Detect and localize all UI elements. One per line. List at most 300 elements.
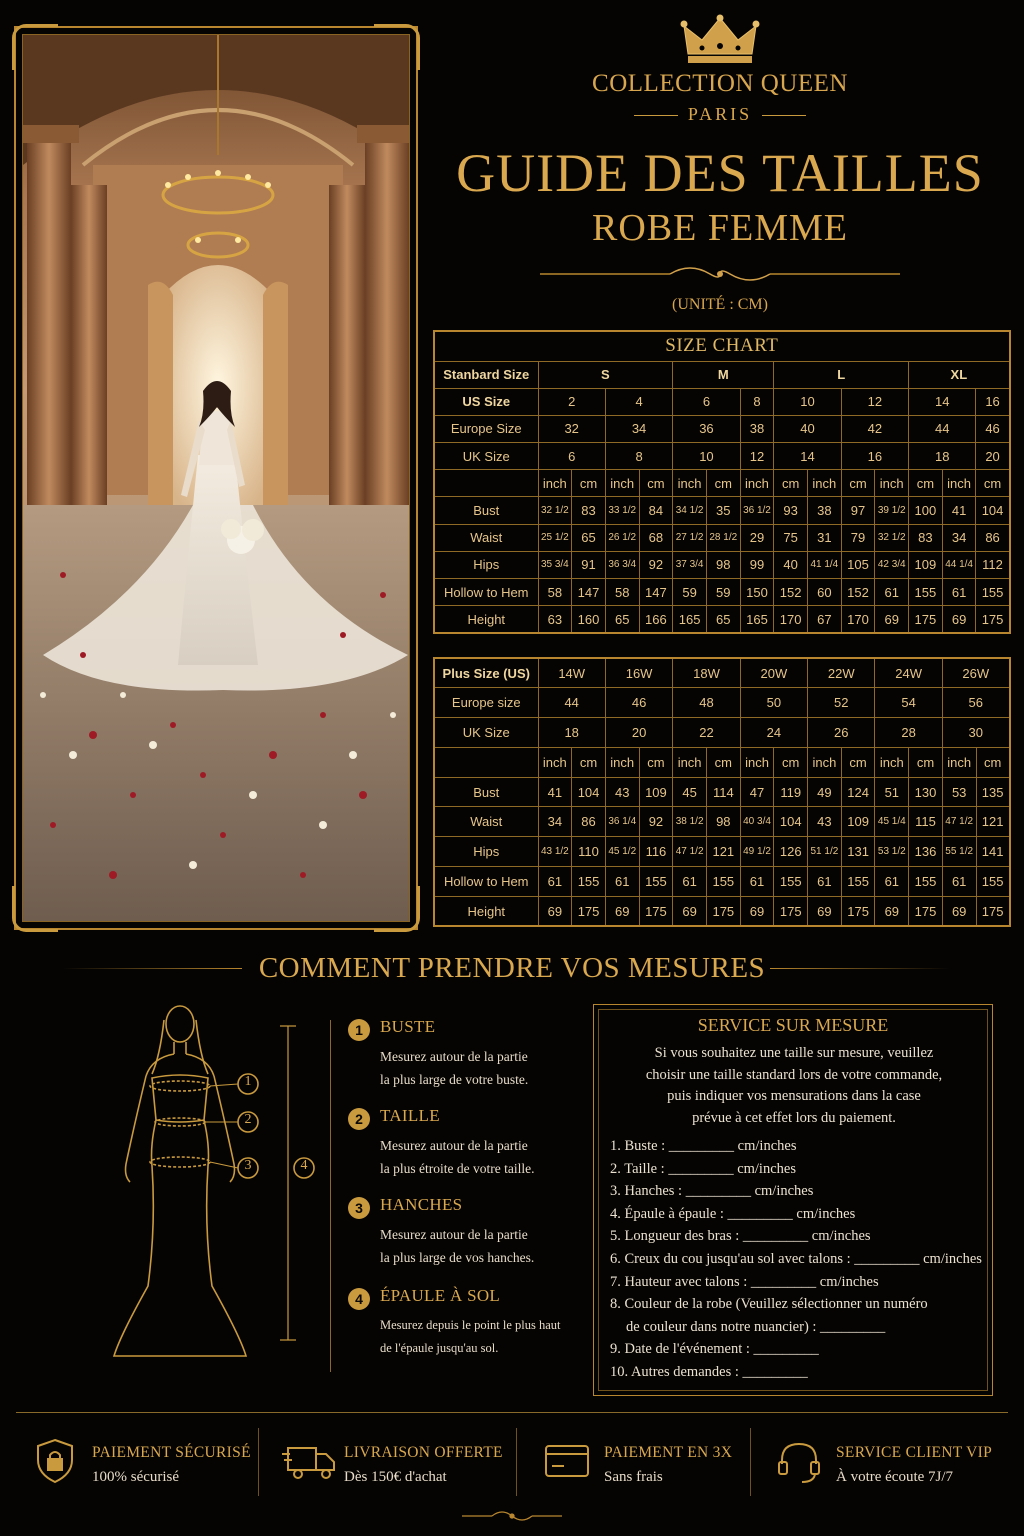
- uk-size-cell: 26: [808, 718, 875, 748]
- credit-card-icon: [542, 1436, 592, 1486]
- europe-size-cell: 36: [673, 415, 740, 442]
- step-text: [380, 1045, 590, 1091]
- table-cell: 41 1/4: [808, 551, 842, 578]
- table-cell: 175: [976, 606, 1010, 633]
- table-cell: 91: [572, 551, 606, 578]
- table-cell: 170: [774, 606, 808, 633]
- size-chart-caption: SIZE CHART: [434, 331, 1010, 361]
- table-cell: 45 1/2: [605, 837, 639, 867]
- unit-cm: cm: [774, 747, 808, 777]
- unit-cm: cm: [706, 747, 740, 777]
- service-intro-line: puis indiquer vos mensurations dans la case: [667, 1088, 921, 1104]
- table-cell: 29: [740, 524, 774, 551]
- unit-inch: inch: [673, 470, 707, 497]
- table-row: [434, 497, 1010, 524]
- table-cell: 69: [673, 896, 707, 926]
- table-cell: 69: [808, 896, 842, 926]
- empty-cell: [434, 470, 538, 497]
- table-cell: 175: [706, 896, 740, 926]
- table-cell: 35 3/4: [538, 551, 572, 578]
- table-row: [434, 551, 1010, 578]
- table-cell: 61: [942, 867, 976, 897]
- step-number: 1: [348, 1019, 370, 1041]
- step-text: [380, 1223, 590, 1269]
- table-cell: 65: [605, 606, 639, 633]
- feature-subtitle: 100% sécurisé: [92, 1469, 180, 1485]
- table-row: [434, 470, 1010, 497]
- list-item: 8. Couleur de la robe (Veuillez sélectionner un numéro: [610, 1296, 928, 1313]
- table-cell: 43 1/2: [538, 837, 572, 867]
- unit-inch: inch: [538, 470, 572, 497]
- empty-cell: [434, 747, 538, 777]
- us-size-cell: 12: [841, 388, 908, 415]
- uk-size-cell: 6: [538, 443, 605, 470]
- frame-corner-ornament: [374, 886, 420, 932]
- table-cell: 44 1/4: [942, 551, 976, 578]
- table-cell: 53 1/2: [875, 837, 909, 867]
- table-cell: 115: [909, 807, 943, 837]
- table-cell: 126: [774, 837, 808, 867]
- measure-label: Hollow to Hem: [434, 867, 538, 897]
- plus-size-header: 20W: [740, 658, 807, 688]
- measure-label: Hollow to Hem: [434, 579, 538, 606]
- list-item: 5. Longueur des bras : _________ cm/inches: [610, 1228, 871, 1245]
- decor-line: [762, 115, 806, 116]
- footer-separator: [516, 1428, 517, 1496]
- uk-size-cell: 12: [740, 443, 774, 470]
- measure-label: Hips: [434, 837, 538, 867]
- step-number: 3: [348, 1197, 370, 1219]
- table-row: [434, 388, 1010, 415]
- figure-marker: 4: [300, 1158, 308, 1173]
- table-cell: 47: [740, 777, 774, 807]
- table-cell: 83: [909, 524, 943, 551]
- table-cell: 84: [639, 497, 673, 524]
- europe-size-label: Europe size: [434, 688, 538, 718]
- table-cell: 60: [808, 579, 842, 606]
- table-cell: 99: [740, 551, 774, 578]
- uk-size-cell: 30: [942, 718, 1009, 748]
- table-row: [434, 777, 1010, 807]
- feature-title: LIVRAISON OFFERTE: [344, 1444, 503, 1461]
- size-header: L: [774, 361, 909, 388]
- step-title: TAILLE: [380, 1106, 440, 1125]
- delivery-truck-icon: [282, 1436, 332, 1486]
- unit-inch: inch: [740, 747, 774, 777]
- service-intro-line: Si vous souhaitez une taille sur mesure, veuillez: [654, 1045, 934, 1061]
- table-cell: 109: [841, 807, 875, 837]
- unit-cm: cm: [976, 747, 1010, 777]
- table-cell: 32 1/2: [538, 497, 572, 524]
- step-text-line: la plus large de vos hanches.: [380, 1250, 535, 1265]
- us-size-cell: 16: [976, 388, 1010, 415]
- table-cell: 155: [909, 867, 943, 897]
- table-cell: 135: [976, 777, 1010, 807]
- step-text-line: Mesurez depuis le point le plus haut: [380, 1318, 561, 1332]
- step-title: BUSTE: [380, 1017, 436, 1036]
- table-cell: 155: [572, 867, 606, 897]
- bride-illustration: [23, 35, 410, 922]
- table-cell: 67: [808, 606, 842, 633]
- uk-size-cell: 16: [841, 443, 908, 470]
- table-cell: 105: [841, 551, 875, 578]
- step-number: 4: [348, 1288, 370, 1310]
- plus-size-chart-table: [433, 657, 1011, 927]
- measure-label: Waist: [434, 524, 538, 551]
- service-title: SERVICE SUR MESURE: [697, 1015, 889, 1035]
- table-cell: 121: [706, 837, 740, 867]
- uk-size-cell: 14: [774, 443, 841, 470]
- step-title: HANCHES: [380, 1195, 463, 1214]
- table-cell: 83: [572, 497, 606, 524]
- table-cell: 36 1/4: [605, 807, 639, 837]
- table-row: [434, 688, 1010, 718]
- table-cell: 109: [909, 551, 943, 578]
- uk-size-label: UK Size: [434, 718, 538, 748]
- table-cell: 119: [774, 777, 808, 807]
- europe-size-cell: 44: [909, 415, 976, 442]
- unit-cm: cm: [706, 470, 740, 497]
- table-row: [434, 606, 1010, 633]
- table-cell: 41: [942, 497, 976, 524]
- table-cell: 34: [942, 524, 976, 551]
- table-cell: 55 1/2: [942, 837, 976, 867]
- table-cell: 79: [841, 524, 875, 551]
- europe-size-cell: 44: [538, 688, 605, 718]
- table-cell: 165: [740, 606, 774, 633]
- uk-size-cell: 8: [605, 443, 672, 470]
- table-cell: 32 1/2: [875, 524, 909, 551]
- table-cell: 175: [909, 606, 943, 633]
- table-cell: 141: [976, 837, 1010, 867]
- europe-size-cell: 46: [976, 415, 1010, 442]
- feature-title: SERVICE CLIENT VIP: [836, 1444, 993, 1461]
- step-text-line: Mesurez autour de la partie: [380, 1227, 528, 1242]
- footer-separator: [750, 1428, 751, 1496]
- table-cell: 42 3/4: [875, 551, 909, 578]
- step-text: [380, 1134, 590, 1180]
- table-row: [434, 867, 1010, 897]
- plus-size-header: 14W: [538, 658, 605, 688]
- list-item: de couleur dans notre nuancier) : _________: [626, 1318, 886, 1335]
- unit-cm: cm: [639, 470, 673, 497]
- table-cell: 175: [841, 896, 875, 926]
- unit-inch: inch: [605, 747, 639, 777]
- page-subtitle: ROBE FEMME: [592, 207, 848, 249]
- measure-label: Height: [434, 896, 538, 926]
- table-cell: 69: [875, 606, 909, 633]
- frame-corner-ornament: [374, 24, 420, 70]
- table-cell: 51 1/2: [808, 837, 842, 867]
- uk-size-label: UK Size: [434, 443, 538, 470]
- step-text-line: Mesurez autour de la partie: [380, 1049, 528, 1064]
- table-cell: 136: [909, 837, 943, 867]
- us-size-cell: 6: [673, 388, 740, 415]
- uk-size-cell: 20: [605, 718, 672, 748]
- table-cell: 69: [942, 606, 976, 633]
- table-cell: 147: [572, 579, 606, 606]
- table-cell: 61: [740, 867, 774, 897]
- table-cell: 130: [909, 777, 943, 807]
- service-list: [610, 1135, 986, 1384]
- decor-line: [634, 115, 678, 116]
- europe-size-cell: 42: [841, 415, 908, 442]
- measure-label: Height: [434, 606, 538, 633]
- europe-size-cell: 54: [875, 688, 942, 718]
- table-cell: 40: [774, 551, 808, 578]
- unit-inch: inch: [942, 470, 976, 497]
- table-row: [434, 524, 1010, 551]
- table-row: [434, 443, 1010, 470]
- us-size-label: US Size: [434, 388, 538, 415]
- table-cell: 104: [976, 497, 1010, 524]
- unit-inch: inch: [808, 747, 842, 777]
- table-row: [434, 361, 1010, 388]
- table-cell: 98: [706, 807, 740, 837]
- europe-size-cell: 32: [538, 415, 605, 442]
- table-cell: 31: [808, 524, 842, 551]
- table-cell: 155: [976, 867, 1010, 897]
- unit-inch: inch: [740, 470, 774, 497]
- uk-size-cell: 28: [875, 718, 942, 748]
- uk-size-cell: 10: [673, 443, 740, 470]
- europe-size-cell: 38: [740, 415, 774, 442]
- service-intro-line: prévue à cet effet lors du paiement.: [692, 1109, 896, 1126]
- table-cell: 116: [639, 837, 673, 867]
- table-cell: 155: [909, 579, 943, 606]
- bride-photo: [22, 34, 410, 922]
- step-title: ÉPAULE À SOL: [380, 1286, 501, 1305]
- table-cell: 37 3/4: [673, 551, 707, 578]
- size-header: S: [538, 361, 673, 388]
- custom-service-box: [593, 1004, 993, 1396]
- table-cell: 93: [774, 497, 808, 524]
- step-text-line: Mesurez autour de la partie: [380, 1138, 528, 1153]
- shield-lock-icon: [30, 1436, 80, 1486]
- plus-size-header: 16W: [605, 658, 672, 688]
- uk-size-cell: 20: [976, 443, 1010, 470]
- unit-cm: cm: [841, 747, 875, 777]
- brand-city: [440, 104, 1000, 125]
- size-header: M: [673, 361, 774, 388]
- table-cell: 68: [639, 524, 673, 551]
- table-cell: 175: [976, 896, 1010, 926]
- list-item: 2. Taille : _________ cm/inches: [610, 1160, 796, 1177]
- us-size-cell: 10: [774, 388, 841, 415]
- table-cell: 86: [572, 807, 606, 837]
- list-item: 3. Hanches : _________ cm/inches: [610, 1183, 814, 1200]
- plus-size-header: 18W: [673, 658, 740, 688]
- page-title: GUIDE DES TAILLES: [456, 143, 984, 203]
- table-cell: 61: [942, 579, 976, 606]
- table-cell: 27 1/2: [673, 524, 707, 551]
- plus-size-label: Plus Size (US): [434, 658, 538, 688]
- decor-line: [330, 1020, 331, 1372]
- table-cell: 38: [808, 497, 842, 524]
- table-cell: 69: [875, 896, 909, 926]
- table-cell: 36 1/2: [740, 497, 774, 524]
- standard-size-label: Stanbard Size: [434, 361, 538, 388]
- table-cell: 131: [841, 837, 875, 867]
- feature-subtitle: Dès 150€ d'achat: [344, 1469, 447, 1485]
- uk-size-cell: 24: [740, 718, 807, 748]
- frame-corner-ornament: [12, 886, 58, 932]
- table-cell: 114: [706, 777, 740, 807]
- table-cell: 152: [774, 579, 808, 606]
- service-intro-line: choisir une taille standard lors de votre commande,: [645, 1066, 943, 1083]
- table-cell: 110: [572, 837, 606, 867]
- table-cell: 33 1/2: [605, 497, 639, 524]
- table-cell: 61: [875, 579, 909, 606]
- headset-icon: [774, 1436, 824, 1486]
- measure-label: Bust: [434, 497, 538, 524]
- table-row: [434, 415, 1010, 442]
- table-cell: 69: [605, 896, 639, 926]
- table-cell: 58: [605, 579, 639, 606]
- europe-size-cell: 34: [605, 415, 672, 442]
- list-item: 7. Hauteur avec talons : _________ cm/inches: [610, 1273, 879, 1290]
- unit-cm: cm: [639, 747, 673, 777]
- table-cell: 41: [538, 777, 572, 807]
- table-cell: 34: [538, 807, 572, 837]
- table-cell: 65: [572, 524, 606, 551]
- europe-size-label: Europe Size: [434, 415, 538, 442]
- unit-label: (UNITÉ : CM): [672, 296, 768, 313]
- table-cell: 109: [639, 777, 673, 807]
- size-chart-table: [433, 330, 1011, 634]
- table-cell: 43: [605, 777, 639, 807]
- table-cell: 104: [572, 777, 606, 807]
- table-cell: 61: [875, 867, 909, 897]
- unit-inch: inch: [673, 747, 707, 777]
- table-cell: 155: [976, 579, 1010, 606]
- table-row: [434, 747, 1010, 777]
- uk-size-cell: 18: [909, 443, 976, 470]
- unit-cm: cm: [909, 470, 943, 497]
- unit-inch: inch: [942, 747, 976, 777]
- list-item: 4. Épaule à épaule : _________ cm/inches: [610, 1205, 856, 1222]
- table-cell: 170: [841, 606, 875, 633]
- table-cell: 86: [976, 524, 1010, 551]
- table-cell: 34 1/2: [673, 497, 707, 524]
- figure-marker: 3: [244, 1158, 252, 1173]
- list-item: 9. Date de l'événement : _________: [610, 1341, 819, 1358]
- plus-size-header: 24W: [875, 658, 942, 688]
- feature-title: PAIEMENT SÉCURISÉ: [92, 1444, 251, 1461]
- plus-size-header: 22W: [808, 658, 875, 688]
- list-item: 6. Creux du cou jusqu'au sol avec talons : _________ cm/inches: [610, 1250, 982, 1267]
- table-cell: 155: [706, 867, 740, 897]
- unit-cm: cm: [976, 470, 1010, 497]
- table-row: [434, 807, 1010, 837]
- table-cell: 69: [740, 896, 774, 926]
- us-size-cell: 14: [909, 388, 976, 415]
- europe-size-cell: 50: [740, 688, 807, 718]
- table-cell: 61: [673, 867, 707, 897]
- europe-size-cell: 48: [673, 688, 740, 718]
- ornament-divider: [440, 262, 1000, 286]
- table-cell: 65: [706, 606, 740, 633]
- table-row: [434, 837, 1010, 867]
- footer-separator: [258, 1428, 259, 1496]
- plus-size-header: 26W: [942, 658, 1009, 688]
- table-cell: 150: [740, 579, 774, 606]
- us-size-cell: 2: [538, 388, 605, 415]
- table-cell: 69: [942, 896, 976, 926]
- unit-inch: inch: [875, 747, 909, 777]
- table-cell: 121: [976, 807, 1010, 837]
- table-cell: 59: [706, 579, 740, 606]
- unit-inch: inch: [875, 470, 909, 497]
- table-cell: 45 1/4: [875, 807, 909, 837]
- table-cell: 39 1/2: [875, 497, 909, 524]
- us-size-cell: 4: [605, 388, 672, 415]
- list-item: 10. Autres demandes : _________: [610, 1363, 808, 1380]
- table-cell: 36 3/4: [605, 551, 639, 578]
- size-header: XL: [909, 361, 1010, 388]
- feature-title: PAIEMENT EN 3X: [604, 1444, 733, 1461]
- table-cell: 59: [673, 579, 707, 606]
- table-cell: 155: [774, 867, 808, 897]
- europe-size-cell: 40: [774, 415, 841, 442]
- table-cell: 25 1/2: [538, 524, 572, 551]
- europe-size-cell: 56: [942, 688, 1009, 718]
- table-cell: 75: [774, 524, 808, 551]
- table-row: [434, 896, 1010, 926]
- table-cell: 51: [875, 777, 909, 807]
- table-cell: 175: [774, 896, 808, 926]
- table-cell: 53: [942, 777, 976, 807]
- table-cell: 160: [572, 606, 606, 633]
- table-cell: 45: [673, 777, 707, 807]
- table-cell: 104: [774, 807, 808, 837]
- table-cell: 98: [706, 551, 740, 578]
- table-row: [434, 658, 1010, 688]
- table-cell: 147: [639, 579, 673, 606]
- unit-cm: cm: [572, 470, 606, 497]
- body-measure-figure: [100, 996, 330, 1376]
- frame-corner-ornament: [12, 24, 58, 70]
- table-cell: 100: [909, 497, 943, 524]
- table-cell: 61: [808, 867, 842, 897]
- table-cell: 92: [639, 807, 673, 837]
- table-cell: 63: [538, 606, 572, 633]
- table-cell: 28 1/2: [706, 524, 740, 551]
- table-cell: 58: [538, 579, 572, 606]
- table-cell: 40 3/4: [740, 807, 774, 837]
- unit-cm: cm: [774, 470, 808, 497]
- table-cell: 175: [909, 896, 943, 926]
- table-cell: 49: [808, 777, 842, 807]
- uk-size-cell: 18: [538, 718, 605, 748]
- table-caption-row: [434, 331, 1010, 361]
- table-cell: 61: [605, 867, 639, 897]
- unit-inch: inch: [605, 470, 639, 497]
- brand-name: COLLECTION QUEEN: [592, 70, 848, 97]
- table-cell: 155: [841, 867, 875, 897]
- table-cell: 175: [572, 896, 606, 926]
- table-cell: 112: [976, 551, 1010, 578]
- table-cell: 166: [639, 606, 673, 633]
- table-cell: 124: [841, 777, 875, 807]
- table-cell: 175: [639, 896, 673, 926]
- table-cell: 38 1/2: [673, 807, 707, 837]
- unit-cm: cm: [909, 747, 943, 777]
- europe-size-cell: 52: [808, 688, 875, 718]
- figure-marker: 2: [244, 1112, 252, 1127]
- table-cell: 97: [841, 497, 875, 524]
- list-item: 1. Buste : _________ cm/inches: [610, 1138, 797, 1154]
